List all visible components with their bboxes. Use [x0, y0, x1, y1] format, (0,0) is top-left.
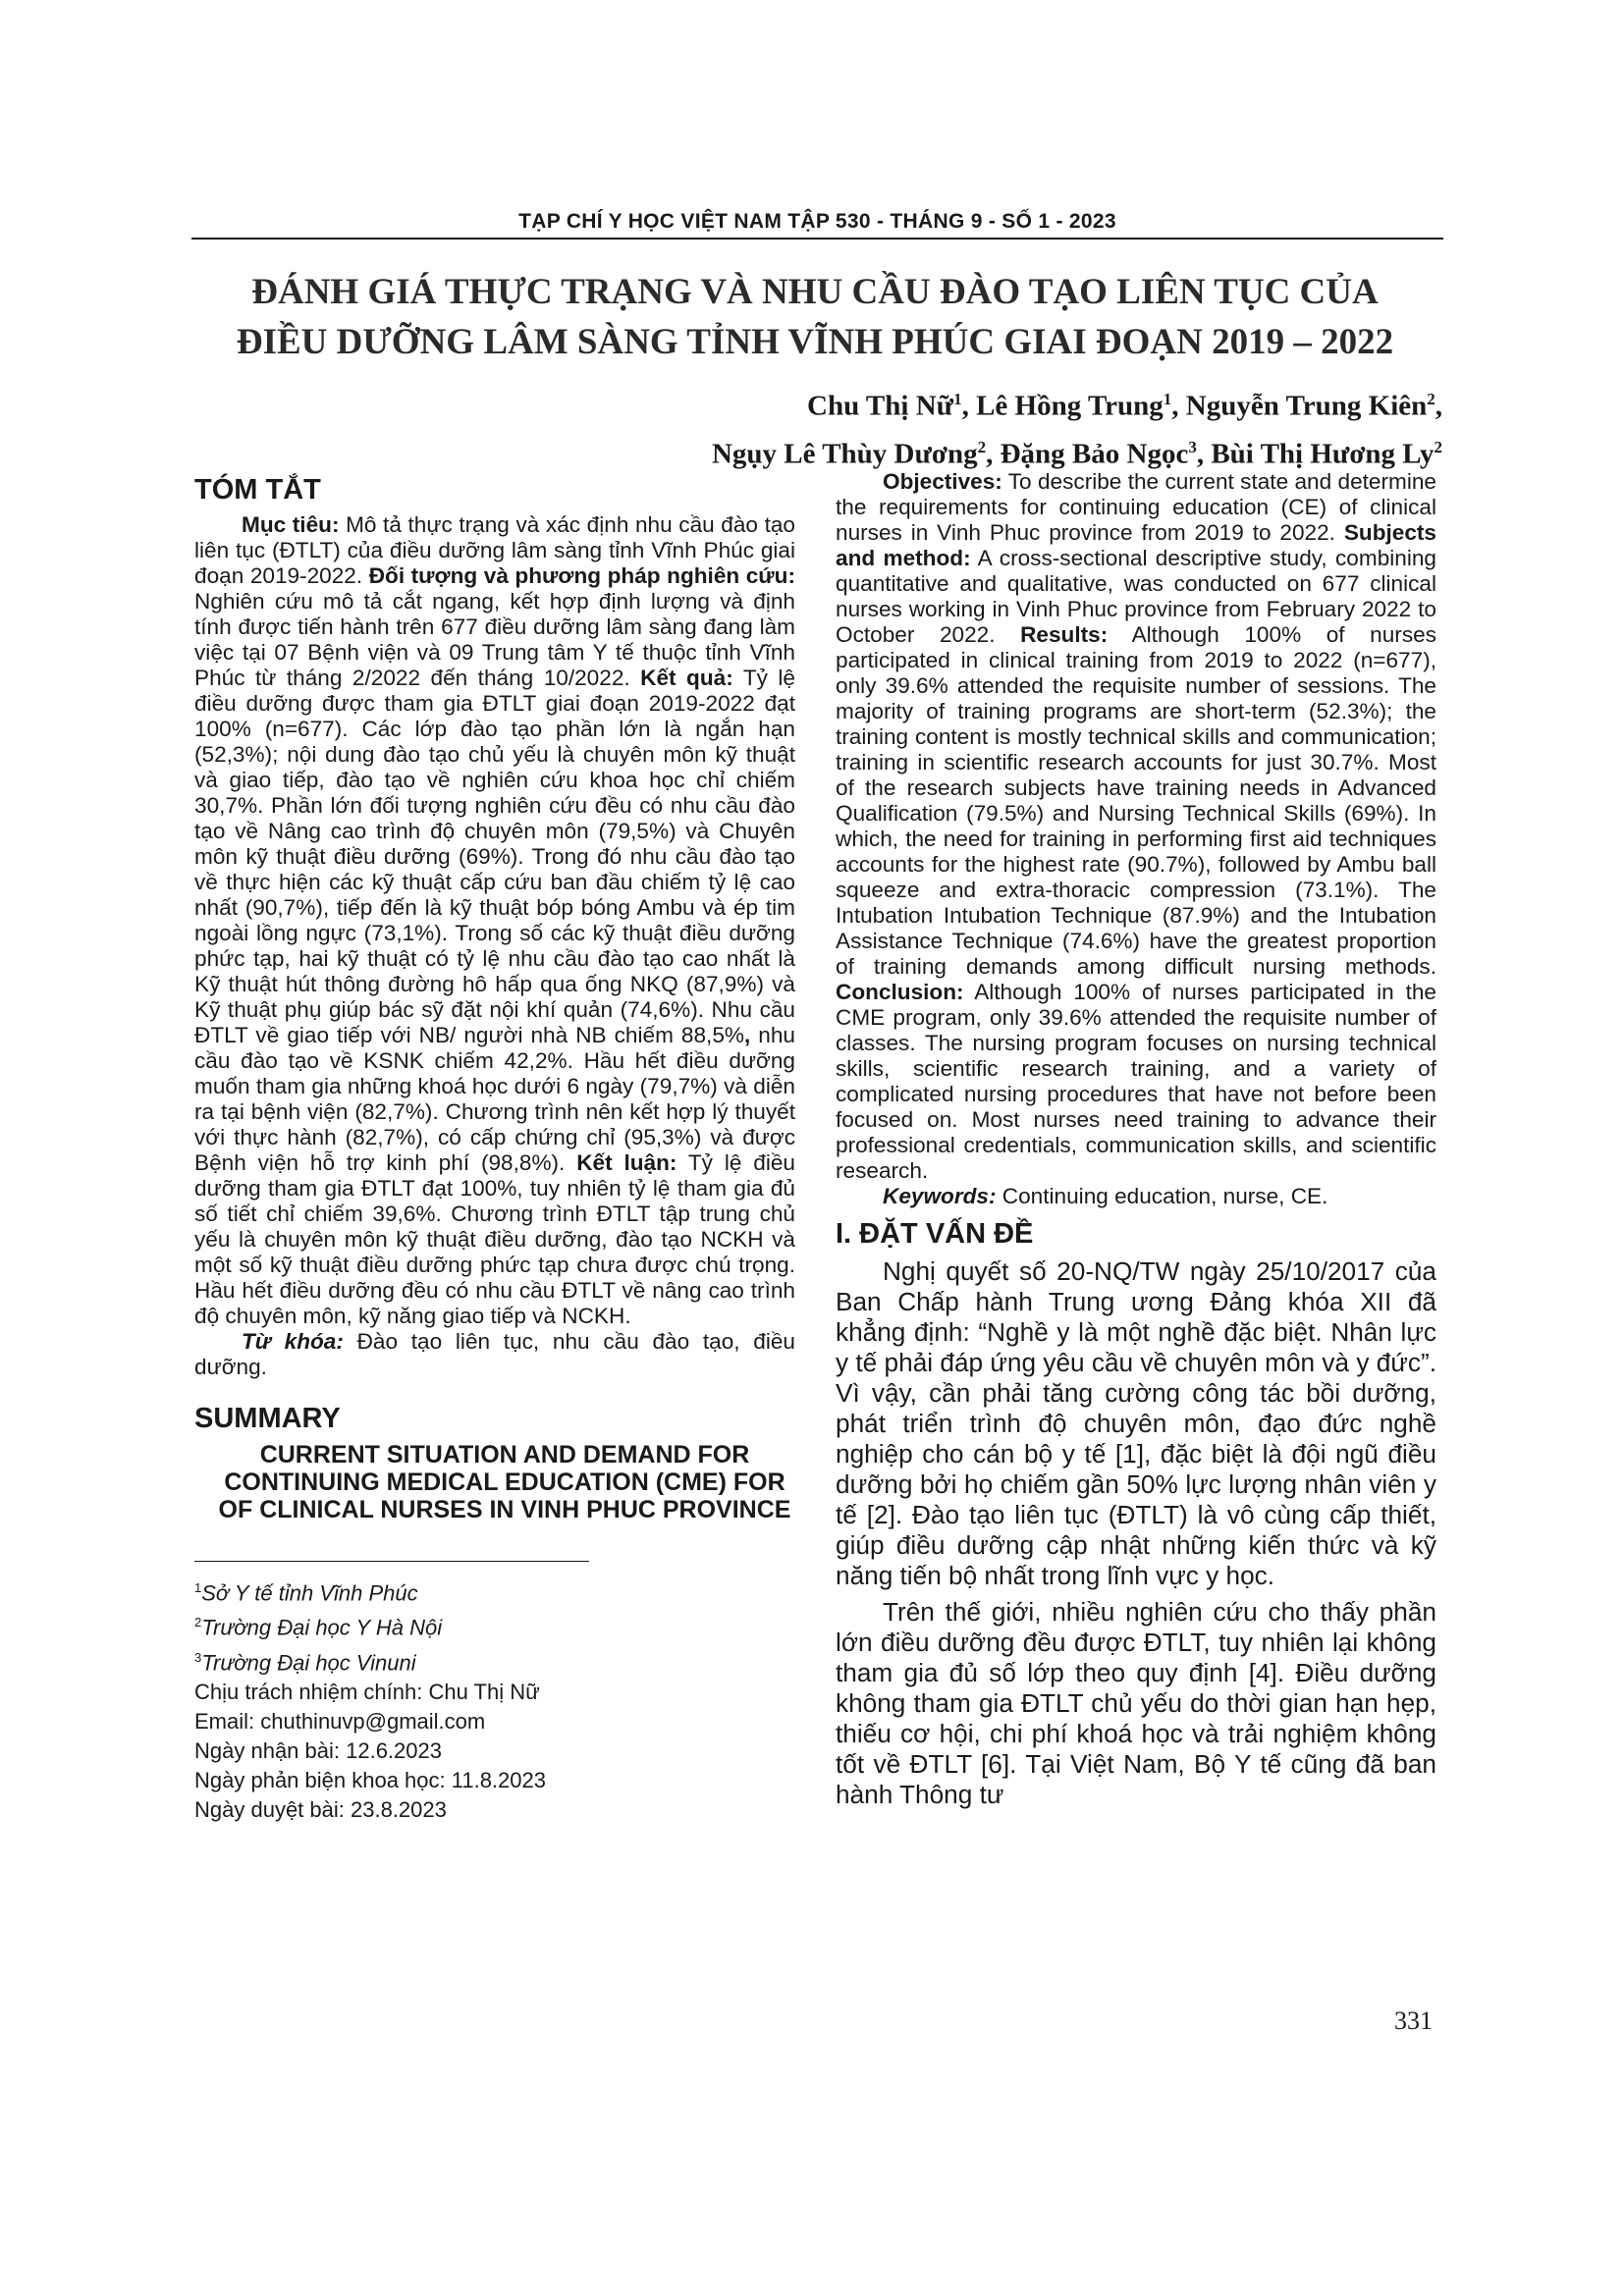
- abstract-vi-heading: TÓM TẮT: [194, 474, 321, 506]
- journal-header: TẠP CHÍ Y HỌC VIỆT NAM TẬP 530 - THÁNG 9 - SỐ 1 - 2023: [518, 210, 1116, 233]
- text-objectives: To describe the current state and determine the requirements for continuing education (CE) of clinical nurses in Vinh Phuc province from 2019 to 2022.: [836, 469, 1436, 545]
- label-results: Results:: [1020, 622, 1109, 647]
- label-ket-qua: Kết quả:: [640, 666, 733, 690]
- author-separator: ,: [1435, 390, 1442, 422]
- text-doi-tuong: Nghiên cứu mô tả cắt ngang, kết hợp định lượng và định tính được tiến hành trên 677 điều dưỡng lâm sàng đang làm việc tại 07 Bệnh viện và 09 Trung tâm Y tế thuộc tỉnh Vĩnh Phúc từ tháng 2/2022 đến tháng 10/2022.: [194, 589, 795, 690]
- authors-line-1: [362, 379, 1442, 427]
- label-objectives: Objectives:: [883, 469, 1002, 494]
- affiliation-mark: 1: [194, 1580, 202, 1595]
- responsible-author: Chịu trách nhiệm chính: Chu Thị Nữ: [194, 1679, 540, 1704]
- text-muc-tieu: Mô tả thực trạng và xác định nhu cầu đào tạo liên tục (ĐTLT) của điều dưỡng lâm sàng tỉnh Vĩnh Phúc giai đoạn 2019-2022.: [194, 512, 795, 588]
- intro-paragraph-1: Nghị quyết số 20-NQ/TW ngày 25/10/2017 của Ban Chấp hành Trung ương Đảng khóa XII đã khẳng định: “Nghề y là một nghề đặc biệt. Nhân lực y tế phải đáp ứng yêu cầu về chuyên môn và y đức”. Vì vậy, cần phải tăng cường công tác bồi dưỡng, phát triển trình độ chuyên môn, đạo đức nghề nghiệp cho cán bộ y tế [1], đặc biệt là đội ngũ điều dưỡng bởi họ chiếm gần 50% lực lượng nhân viên y tế [2]. Đào tạo liên tục (ĐTLT) là vô cùng cấp thiết, giúp điều dưỡng cập nhật những kiến thức và kỹ năng tiến bộ nhất trong lĩnh vực y học.: [836, 1256, 1436, 1590]
- summary-title: CURRENT SITUATION AND DEMAND FOR CONTINUING MEDICAL EDUCATION (CME) FOR OF CLINICAL NURSES IN VINH PHUC PROVINCE: [218, 1441, 791, 1523]
- label-muc-tieu: Mục tiêu:: [242, 512, 340, 537]
- contact-email: Email: chuthinuvp@gmail.com: [194, 1708, 486, 1734]
- text-subjects: A cross-sectional descriptive study, combining quantitative and qualitative, was conducted on 677 clinical nurses working in Vinh Phuc province from February 2022 to October 2022.: [836, 546, 1436, 647]
- summary-heading: SUMMARY: [194, 1403, 341, 1434]
- label-tu-khoa: Từ khóa:: [242, 1329, 344, 1354]
- date-received: Ngày nhận bài: 12.6.2023: [194, 1737, 442, 1763]
- author-name: Ngụy Lê Thùy Dương: [711, 438, 978, 470]
- author-separator: ,: [961, 390, 977, 422]
- affiliation-1: [194, 1574, 795, 1608]
- right-column: [836, 469, 1436, 1810]
- author-name: Đặng Bảo Ngọc: [1000, 438, 1189, 470]
- abstract-en-text: [836, 469, 1436, 1184]
- affiliation-mark: 2: [194, 1615, 202, 1630]
- affiliation-text: Trường Đại học Y Hà Nội: [201, 1615, 443, 1640]
- text-ket-qua-cont: nhu cầu đào tạo về KSNK chiếm 42,2%. Hầu hết điều dưỡng muốn tham gia những khoá học dưới 6 ngày (79,7%) và diễn ra tại bệnh viện (82,7%). Chương trình nên kết hợp lý thuyết với thực hành (82,7%), có cấp chứng chỉ (95,3%) và được Bệnh viện hỗ trợ kinh phí (98,8%).: [194, 1023, 795, 1175]
- label-keywords: Keywords:: [883, 1184, 997, 1208]
- text-tu-khoa: Đào tạo liên tục, nhu cầu đào tạo, điều dưỡng.: [194, 1329, 795, 1379]
- date-reviewed: Ngày phản biện khoa học: 11.8.2023: [194, 1767, 546, 1792]
- text-conclusion: Although 100% of nurses participated in the CME program, only 39.6% attended the requisite number of classes. The nursing program focuses on nursing technical skills, scientific research training, and a variety of complicated nursing procedures that have not before been focused on. Most nurses need training to advance their professional credentials, communication skills, and scientific research.: [836, 980, 1436, 1183]
- text-keywords: Continuing education, nurse, CE.: [996, 1184, 1328, 1208]
- affiliation-text: Sở Y tế tỉnh Vĩnh Phúc: [201, 1580, 418, 1606]
- page-number: 331: [1394, 2006, 1433, 2035]
- title-line-2: ĐIỀU DƯỠNG LÂM SÀNG TỈNH VĨNH PHÚC GIAI ĐOẠN 2019 – 2022: [236, 322, 1394, 362]
- author-affiliation-mark: 3: [1188, 437, 1197, 456]
- affiliation-text: Trường Đại học Vinuni: [201, 1649, 416, 1675]
- author-affiliation-mark: 2: [1427, 390, 1435, 408]
- author-affiliation-mark: 2: [977, 437, 987, 456]
- bold-comma: ,: [743, 1023, 751, 1047]
- author-separator: ,: [1196, 438, 1212, 470]
- date-accepted: Ngày duyệt bài: 23.8.2023: [194, 1796, 447, 1822]
- author-list: [362, 379, 1442, 474]
- text-ket-qua: Tỷ lệ điều dưỡng được tham gia ĐTLT giai đoạn 2019-2022 đạt 100% (n=677). Các lớp đào tạo phần lớn là ngắn hạn (52,3%); nội dung đào tạo chủ yếu là chuyên môn kỹ thuật và giao tiếp, đào tạo về nghiên cứu khoa học chỉ chiếm 30,7%. Phần lớn đối tượng nghiên cứu đều có nhu cầu đào tạo về Nâng cao trình độ chuyên môn (79,5%) và Chuyên môn kỹ thuật điều dưỡng (69%). Trong đó nhu cầu đào tạo về thực hiện các kỹ thuật cấp cứu ban đầu chiếm tỷ lệ cao nhất (90,7%), tiếp đến là kỹ thuật bóp bóng Ambu và ép tim ngoài lồng ngực (73,1%). Trong số các kỹ thuật điều dưỡng phức tạp, hai kỹ thuật có tỷ lệ nhu cầu đào tạo cao nhất là Kỹ thuật hút thông đường hô hấp qua ống NKQ (87,9%) và Kỹ thuật phụ giúp bác sỹ đặt nội khí quản (74,6%). Nhu cầu ĐTLT về giao tiếp với NB/ người nhà NB chiếm 88,5%: [194, 666, 796, 1047]
- affiliation-2: [194, 1608, 795, 1642]
- author-name: Nguyễn Trung Kiên: [1185, 390, 1428, 422]
- abstract-vi-text: [194, 512, 795, 1329]
- label-conclusion: Conclusion:: [836, 980, 964, 1004]
- footnote-rule: [194, 1561, 589, 1562]
- author-name: Bùi Thị Hương Ly: [1211, 438, 1435, 470]
- author-separator: ,: [1171, 390, 1186, 422]
- keywords-vi: [194, 1329, 795, 1380]
- label-ket-luan: Kết luận:: [576, 1150, 677, 1175]
- header-rule: [191, 238, 1443, 240]
- label-subjects: Subjects and method:: [836, 520, 1436, 570]
- label-doi-tuong: Đối tượng và phương pháp nghiên cứu:: [368, 563, 795, 588]
- author-affiliation-mark: 1: [953, 390, 962, 408]
- affiliation-3: [194, 1643, 795, 1678]
- author-name: Lê Hồng Trung: [976, 390, 1164, 422]
- authors-line-2: [362, 427, 1442, 475]
- keywords-en: [836, 1184, 1436, 1209]
- affiliation-mark: 3: [194, 1649, 202, 1665]
- author-affiliation-mark: 2: [1434, 437, 1442, 456]
- article-title: [147, 267, 1483, 367]
- left-column: [194, 469, 795, 1825]
- author-separator: ,: [986, 438, 1001, 470]
- title-line-1: ĐÁNH GIÁ THỰC TRẠNG VÀ NHU CẦU ĐÀO TẠO LIÊN TỤC CỦA: [251, 272, 1379, 312]
- intro-heading: I. ĐẶT VẤN ĐỀ: [836, 1218, 1034, 1250]
- intro-paragraph-2: Trên thế giới, nhiều nghiên cứu cho thấy phần lớn điều dưỡng đều được ĐTLT, tuy nhiên lại không tham gia đủ số lớp theo quy định [4]. Điều dưỡng không tham gia ĐTLT chủ yếu do thời gian hạn hẹp, thiếu cơ hội, chi phí khoá học và trải nghiệm không tốt về ĐTLT [6]. Tại Việt Nam, Bộ Y tế cũng đã ban hành Thông tư: [836, 1597, 1436, 1809]
- text-results: Although 100% of nurses participated in clinical training from 2019 to 2022 (n=677), only 39.6% attended the requisite number of sessions. The majority of training programs are short-term (52.3%); the training content is mostly technical skills and communication; training in scientific research accounts for just 30.7%. Most of the research subjects have training needs in Advanced Qualification (79.5%) and Nursing Technical Skills (69%). In which, the need for training in performing first aid techniques accounts for the highest rate (90.7%), followed by Ambu ball squeeze and extra-thoracic compression (73.1%). The Intubation Intubation Technique (87.9%) and the Intubation Assistance Technique (74.6%) have the greatest proportion of training demands among difficult nursing methods.: [836, 622, 1436, 979]
- text-ket-luan: Tỷ lệ điều dưỡng tham gia ĐTLT đạt 100%, tuy nhiên tỷ lệ tham gia đủ số tiết chỉ chiếm 39,6%. Chương trình ĐTLT tập trung chủ yếu là chuyên môn kỹ thuật điều dưỡng, đào tạo NCKH và một số kỹ thuật điều dưỡng phức tạp chưa được chú trọng. Hầu hết điều dưỡng đều có nhu cầu ĐTLT về nâng cao trình độ chuyên môn, kỹ năng giao tiếp và NCKH.: [194, 1150, 795, 1328]
- author-affiliation-mark: 1: [1163, 390, 1172, 408]
- author-name: Chu Thị Nữ: [807, 390, 954, 422]
